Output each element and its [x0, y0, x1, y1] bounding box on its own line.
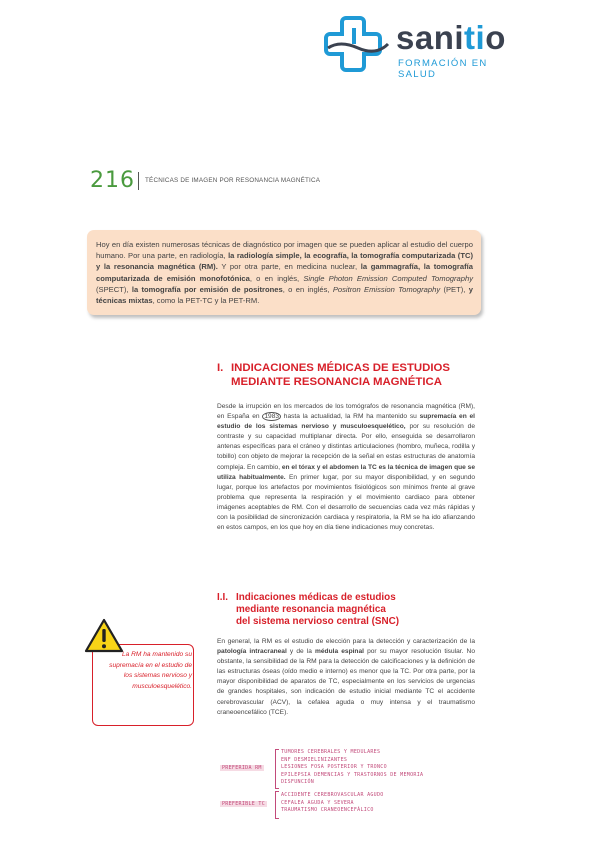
- section-paragraph: Desde la irrupción en los mercados de los tomógrafos de resonancia magnética (RM), en España en 1983 hasta la actualidad, la RM ha mantenido su supremacía en el estudio de los sistemas nervioso y musculoesquelético, por su resolución de contraste y su capacidad multiplanar directa. Por ello, enseguida se desarrollaron antenas específicas para el cráneo y distintas articulaciones (hombro, muñeca, rodilla y tobillo) con objeto de mejorar la recepción de la señal en estas estructuras de anatomía compleja. En cambio, en el tórax y el abdomen la TC es la técnica de imagen que se utiliza habitualmente. En primer lugar, por su mayor disponibilidad, y en segundo lugar, porque los artefactos por movimientos fisiológicos son mínimos frente al grave problema que representa la respiración y el movimiento cardiaco para obtener imágenes aceptables de RM. Con el desarrollo de secuencias cada vez más rápidas y con la posibilidad de sincronización cardiaca y respiratoria, la RM se ha ido afianzando en estos campos, en los que hoy en día tiene indicaciones muy concretas.: [217, 403, 476, 532]
- chapter-header: [90, 168, 510, 193]
- callout-text: La RM ha mantenido su supremacía en el estudio de los sistemas nervioso y musculoesquelético.: [109, 651, 192, 690]
- warning-triangle-icon: [84, 618, 124, 654]
- section-body: [217, 402, 475, 533]
- logo-wordmark: sanitio: [396, 19, 506, 56]
- circled-year: 1983: [264, 413, 280, 421]
- note-brace: [275, 791, 279, 819]
- subsection-paragraph: En general, la RM es el estudio de elección para la detección y caracterización de la patología intracraneal y de la médula espinal por su mayor resolución tisular. No obstante, la sensibilidad de la RM para la detección de calcificaciones y la definición de las estructuras óseas (oído medio e interno) es menor que la TC. Por otra parte, por la mayor disponibilidad de aparatos de TC, especialmente en los servicios de urgencias de grandes hospitales, son indicación de estudio inicial mediante TC el accidente cerebrovascular (ACV), la cefalea aguda o muy intensa y el traumatismo craneoencefálico (TCE).: [217, 638, 475, 716]
- section-title: I. INDICACIONES MÉDICAS DE ESTUDIOS MEDIANTE RESONANCIA MAGNÉTICA: [217, 362, 450, 388]
- intro-box: [87, 230, 481, 315]
- subsection-body: [217, 637, 475, 718]
- subsection-title: I.I. Indicaciones médicas de estudios mediante resonancia magnética del sistema nervioso central (SNC): [217, 592, 399, 627]
- chapter-title: TÉCNICAS DE IMAGEN POR RESONANCIA MAGNÉTICA: [145, 177, 321, 184]
- header-divider: [138, 172, 139, 190]
- page-number: 216: [90, 168, 135, 193]
- note-list-rm: TUMORES CEREBRALES Y MEDULARES ENF DESMIELINIZANTES LESIONES FOSA POSTERIOR Y TRONCO EPILEPSIA DEMENCIAS Y TRASTORNOS DE MEMORIA DISFUNCIÓN: [281, 749, 424, 786]
- intro-paragraph: Hoy en día existen numerosas técnicas de diagnóstico por imagen que se pueden aplicar al estudio del cuerpo humano. Por una parte, en radiología, la radiología simple, la ecografía, la tomografía computarizada (TC) y la resonancia magnética (RM). Y por otra parte, en medicina nuclear, la gammagrafía, la tomografía computarizada de emisión monofotónica, o en inglés, Single Photon Emission Computed Tomography (SPECT), la tomografía por emisión de positrones, o en inglés, Positron Emission Tomography (PET), y técnicas mixtas, como la PET-TC y la PET-RM.: [96, 240, 474, 306]
- logo-tagline: FORMACIÓN EN SALUD: [398, 58, 488, 80]
- note-list-tc: ACCIDENTE CEREBROVASCULAR AGUDO CEFALEA AGUDA Y SEVERA TRAUMATISMO CRANEOENCEFÁLICO: [281, 792, 384, 814]
- medical-cross-logo-icon: [322, 14, 392, 78]
- sanitio-logo: [322, 14, 527, 78]
- note-label-preferible: PREFERIBLE TC: [222, 801, 266, 807]
- note-brace: [275, 749, 279, 789]
- note-label-preferida: PREFERIDA RM: [222, 765, 262, 771]
